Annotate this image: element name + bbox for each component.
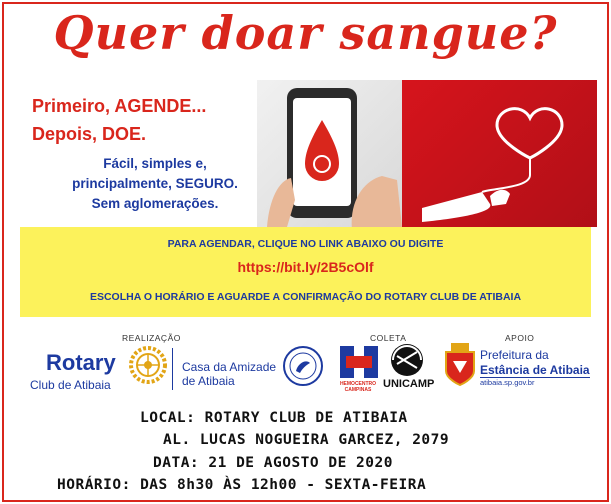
headline — [32, 92, 206, 148]
unicamp-logo-icon — [385, 342, 429, 378]
phone-photo — [257, 80, 402, 227]
rotary-logo-subtitle: Club de Atibaia — [30, 378, 111, 392]
apoio-label: APOIO — [505, 333, 535, 343]
event-date: DATA: 21 DE AGOSTO DE 2020 — [153, 455, 393, 471]
subheadline-line-2: principalmente, SEGURO. — [72, 176, 238, 191]
casa-line-2: de Atibaia — [182, 374, 235, 388]
hemocentro-label: HEMOCENTRO CAMPINAS — [339, 381, 377, 393]
headline-line-1: Primeiro, AGENDE... — [32, 96, 207, 116]
prefeitura-line-2: Estância de Atibaia — [480, 363, 590, 377]
phone-blood-drop-icon — [257, 80, 402, 227]
transfusion-art — [402, 80, 597, 227]
hemocentro-logo-icon — [338, 342, 380, 380]
instructions-line-1: PARA AGENDAR, CLIQUE NO LINK ABAIXO OU DIGITE — [167, 238, 444, 250]
unicamp-label: UNICAMP — [383, 378, 435, 390]
prefeitura-line-1: Prefeitura da — [480, 348, 549, 362]
heart-transfusion-icon — [402, 80, 597, 227]
coleta-label: COLETA — [370, 333, 407, 343]
event-address: AL. LUCAS NOGUEIRA GARCEZ, 2079 — [163, 432, 450, 448]
instructions-line-3: ESCOLHA O HORÁRIO E AGUARDE A CONFIRMAÇÃO DO ROTARY CLUB DE ATIBAIA — [89, 291, 522, 303]
schedule-link[interactable]: https://bit.ly/2B5cOlf — [237, 259, 374, 275]
casa-amizade-logo — [182, 360, 282, 388]
subheadline-line-3: Sem aglomerações. — [91, 196, 219, 211]
prefeitura-site: atibaia.sp.gov.br — [480, 378, 535, 387]
casa-amizade-emblem-icon — [282, 345, 324, 387]
atibaia-crest-icon — [443, 343, 477, 387]
instructions-banner — [20, 227, 591, 317]
poster-title: Quer doar sangue? — [53, 6, 558, 60]
realizacao-label: REALIZAÇÃO — [122, 333, 181, 343]
headline-line-2: Depois, DOE. — [32, 124, 147, 144]
hero-illustration — [257, 80, 597, 227]
rotary-logo-text: Rotary — [46, 350, 116, 375]
event-hours: HORÁRIO: DAS 8h30 ÀS 12h00 - SEXTA-FEIRA — [57, 477, 427, 493]
rotary-wheel-icon — [128, 345, 168, 385]
event-local: LOCAL: ROTARY CLUB DE ATIBAIA — [140, 410, 408, 426]
casa-line-1: Casa da Amizade — [182, 360, 277, 374]
subheadline-line-1: Fácil, simples e, — [103, 156, 207, 171]
divider — [172, 348, 173, 390]
subheadline — [60, 154, 250, 214]
